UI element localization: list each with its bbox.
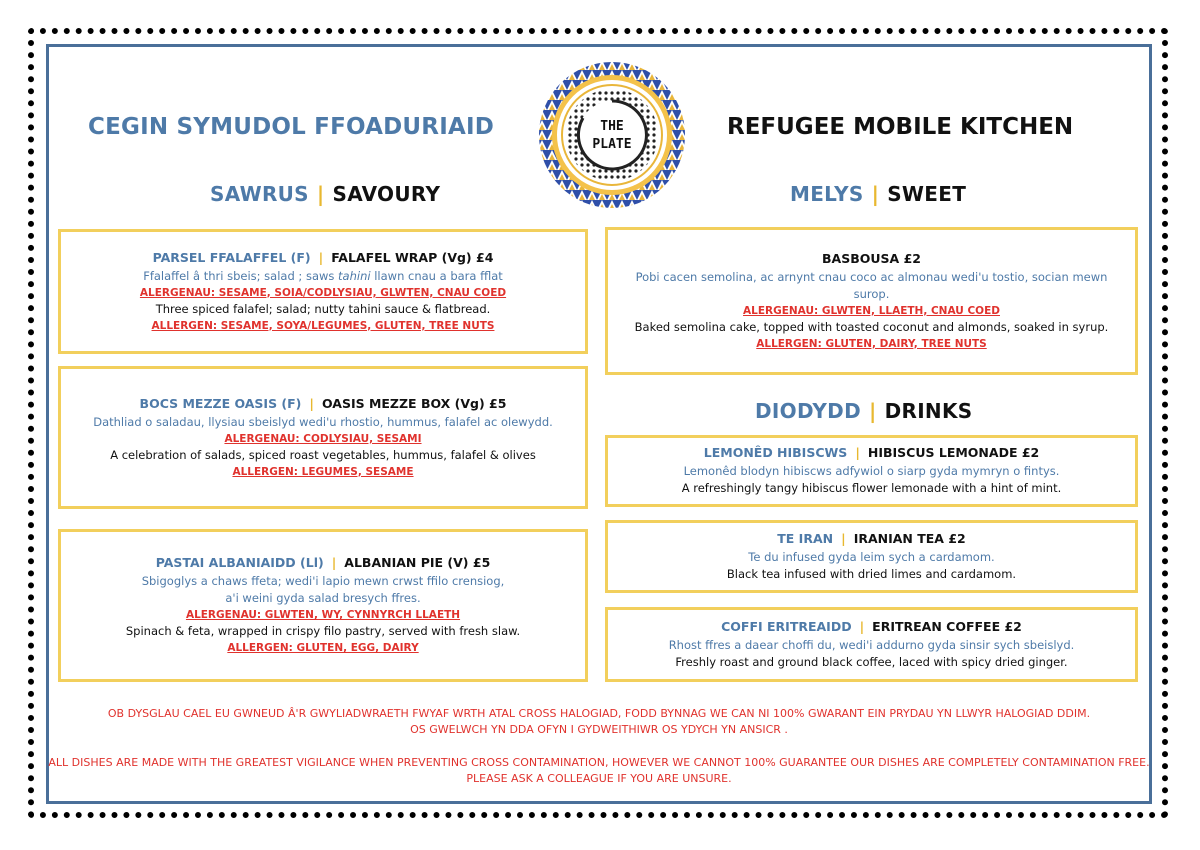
item-description-english: A celebration of salads, spiced roast vegetables, hummus, falafel & olives [110,447,536,462]
item-name-welsh: TE IRAN [777,530,834,546]
item-name-english: OASIS MEZZE BOX (Vg) £5 [321,395,507,411]
separator: | [855,445,860,460]
disclaimer-english-line2: PLEASE ASK A COLLEAGUE IF YOU ARE UNSURE. [466,772,732,785]
item-description-welsh-line2: a'i weini gyda salad bresych ffres. [225,591,421,605]
menu-item-iranian-tea [605,520,1138,593]
item-description-welsh [143,268,503,285]
section-heading-sweet [790,182,966,206]
separator: | [331,555,337,570]
allergen-english: ALLERGEN: GLUTEN, DAIRY, TREE NUTS [756,337,987,350]
allergen-welsh: ALERGENAU: CODLYSIAU, SESAMI [224,432,422,445]
logo-text-the: THE [600,119,624,134]
item-name: BASBOUSA £2 [822,250,921,266]
menu-item-eritrean-coffee [605,607,1138,682]
item-name-english: FALAFEL WRAP (Vg) £4 [331,249,494,265]
separator: | [868,399,877,423]
separator: | [316,182,325,206]
item-name-welsh: BOCS MEZZE OASIS (F) [139,395,302,411]
item-description-english: Baked semolina cake, topped with toasted coconut and almonds, soaked in syrup. [634,319,1109,334]
item-name [153,250,494,265]
title-english: REFUGEE MOBILE KITCHEN [727,114,1074,140]
item-description-welsh: Dathliad o saladau, llysiau sbeislyd wedi'u rhostio, hummus, falafel ac olewydd. [93,414,553,429]
drinks-welsh: DIODYDD [755,399,861,423]
item-description-welsh: Pobi cacen semolina, ac arnynt cnau coco ac almonau wedi'u tostio, socian mewn surop. [635,269,1108,301]
item-description-english: Three spiced falafel; salad; nutty tahini sauce & flatbread. [155,301,491,316]
savoury-english: SAVOURY [332,182,441,206]
section-heading-savoury [210,182,440,206]
drinks-english: DRINKS [884,399,973,423]
sweet-english: SWEET [887,182,967,206]
menu-item-hibiscus-lemonade [605,435,1138,507]
separator: | [871,182,880,206]
menu-item-falafel-wrap [58,229,588,354]
item-name-welsh: LEMONÊD HIBISCWS [703,445,848,460]
disclaimer-english [48,755,1150,787]
section-heading-drinks [755,399,972,423]
item-description-welsh-line1: Sbigoglys a chaws ffeta; wedi'i lapio mewn crwst ffilo crensiog, [141,574,505,588]
item-name [777,531,965,546]
allergen-welsh: ALERGENAU: GLWTEN, WY, CYNNYRCH LLAETH [185,609,461,621]
item-name-english: IRANIAN TEA £2 [853,530,966,546]
item-description-welsh: Rhost ffres a daear choffi du, wedi'i addurno gyda sinsir sych sbeislyd. [668,637,1075,652]
menu-item-albanian-pie [58,529,588,682]
item-name [721,619,1022,634]
allergen-welsh: ALERGENAU: SESAME, SOIA/CODLYSIAU, GLWTEN, CNAU COED [139,286,507,299]
item-name-welsh: PARSEL FFALAFFEL (F) [152,249,311,265]
allergen-english: ALLERGEN: SESAME, SOYA/LEGUMES, GLUTEN, TREE NUTS [151,319,495,332]
item-description-english: Black tea infused with dried limes and cardamom. [726,566,1017,581]
the-plate-logo [537,60,687,210]
allergen-english: ALLERGEN: GLUTEN, EGG, DAIRY [227,642,419,654]
item-name [140,396,507,411]
item-description-english: Freshly roast and ground black coffee, laced with spicy dried ginger. [675,654,1068,669]
menu-item-basbousa [605,227,1138,375]
item-description-english: A refreshingly tangy hibiscus flower lemonade with a hint of mint. [681,481,1062,495]
item-description-welsh: Lemonêd blodyn hibiscws adfywiol o siarp gyda mymryn o fintys. [683,464,1060,478]
item-name-english: ALBANIAN PIE (V) £5 [344,555,491,570]
separator: | [841,530,846,546]
disclaimer-welsh-line1: OB DYSGLAU CAEL EU GWNEUD Â'R GWYLIADWRAETH FWYAF WRTH ATAL CROSS HALOGIAD, FODD BYNNAG WE CAN NI 100% GWARANT EIN PRYDAU YN LLWYR HALOGIAD DDIM. [107,707,1091,720]
disclaimer-welsh-line2: OS GWELWCH YN DDA OFYN I GYDWEITHIWR OS YDYCH YN ANSICR . [410,723,788,736]
allergen-english: ALLERGEN: LEGUMES, SESAME [232,465,414,478]
desc-part: llawn cnau a bara fflat [370,268,503,283]
allergen-welsh: ALERGENAU: GLWTEN, LLAETH, CNAU COED [743,304,1000,317]
savoury-welsh: SAWRUS [210,182,309,206]
logo-text-plate: PLATE [592,137,632,152]
separator: | [309,395,314,411]
item-name-english: HIBISCUS LEMONADE £2 [867,445,1040,460]
desc-part: Ffalaffel â thri sbeis; salad ; saws [143,268,339,283]
item-name [704,445,1039,460]
desc-italic: tahini [338,268,371,283]
item-description-english: Spinach & feta, wrapped in crispy filo pastry, served with fresh slaw. [125,624,521,638]
title-welsh: CEGIN SYMUDOL FFOADURIAID [88,114,495,140]
separator: | [859,618,865,634]
item-name [156,555,491,570]
item-name-welsh: COFFI ERITREAIDD [721,618,852,634]
disclaimer-english-line1: ALL DISHES ARE MADE WITH THE GREATEST VIGILANCE WHEN PREVENTING CROSS CONTAMINATION, HOWEVER WE CANNOT 100% GUARANTEE OUR DISHES ARE COMPLETELY CONTAMINATION FREE. [48,756,1150,769]
separator: | [318,249,324,265]
sweet-welsh: MELYS [790,182,864,206]
disclaimer-welsh [48,706,1150,738]
item-name-welsh: PASTAI ALBANIAIDD (Ll) [155,555,324,570]
menu-item-oasis-mezze-box [58,366,588,509]
item-name-english: ERITREAN COFFEE £2 [872,618,1022,634]
item-description-welsh: Te du infused gyda leim sych a cardamom. [748,549,995,564]
